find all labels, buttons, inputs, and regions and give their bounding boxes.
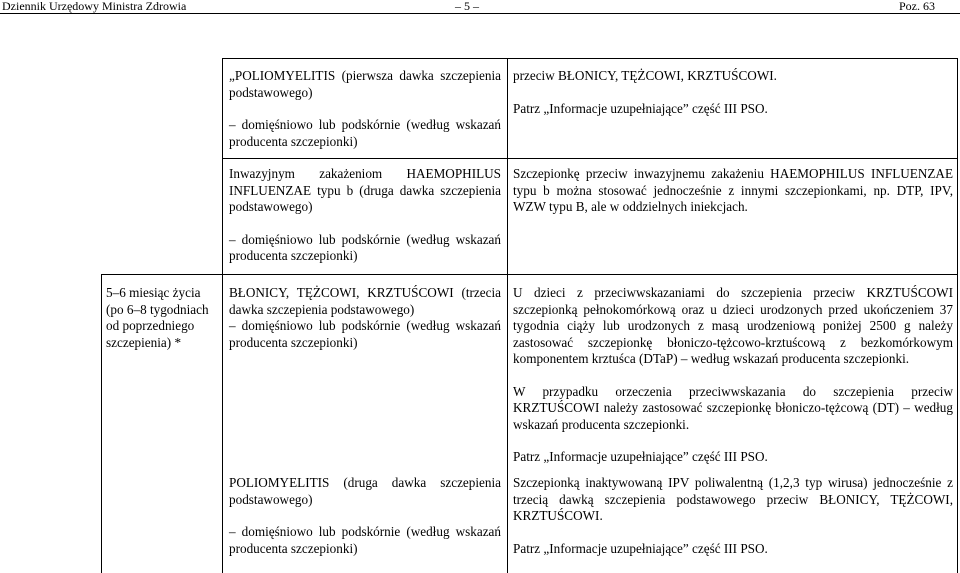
vaccine-name: BŁONICY, TĘŻCOWI, KRZTUŚCOWI (trzecia dawka szczepienia podstawowego) [229, 285, 501, 317]
age-cell-row-3 [106, 285, 216, 351]
notes-cell-row-4 [513, 475, 953, 557]
note-reference: Patrz „Informacje uzupełniające” część III PSO. [513, 449, 768, 464]
note-reference: Patrz „Informacje uzupełniające” część III PSO. [513, 100, 768, 116]
note-text: U dzieci z przeciwwskazaniami do szczepienia przeciw KRZTUŚCOWI szczepionką pełnokomórkową oraz u dzieci urodzonych przed ukończeniem 37 tygodnia ciąży lub urodzonych z masą urodzeniową poniżej 2500 g należy zastosować szczepionkę błoniczo-tężcowo-krztuścową z bezkomórkowym komponentem krztuśca (DTaP) – według wskazań producenta szczepionki. [513, 285, 953, 366]
note-text: W przypadku orzeczenia przeciwwskazania do szczepienia przeciw KRZTUŚCOWI należy zastosować szczepionkę błoniczo-tężcową (DT) – według wskazań producenta szczepionki. [513, 383, 953, 432]
page-header [0, 0, 960, 13]
vaccine-name: „POLIOMYELITIS (pierwsza dawka szczepienia podstawowego) [229, 68, 501, 100]
notes-cell-row-3 [513, 285, 953, 466]
administration-route: – domięśniowo lub podskórnie (według wskazań producenta szczepionki) [229, 524, 501, 556]
notes-column-left-border [507, 58, 508, 573]
note-text: Szczepionką inaktywowaną IPV poliwalentną (1,2,3 typ wirusa) jednocześnie z trzecią dawką szczepienia podstawowego przeciw BŁONICY, TĘŻCOWI, KRZTUŚCOWI. [513, 475, 953, 523]
note-text: Szczepionkę przeciw inwazyjnemu zakażeniu HAEMOPHILUS INFLUENZAE typu b można stosować jednocześnie z innymi szczepionkami, np. DTP, IPV, WZW typu B, ale w oddzielnych iniekcjach. [513, 166, 953, 214]
vaccine-column-left-border [222, 58, 223, 573]
vaccine-cell-row-4 [229, 475, 501, 557]
journal-title: Dziennik Urzędowy Ministra Zdrowia [2, 0, 187, 13]
vaccine-cell-row-2 [229, 166, 501, 265]
table-top-border [222, 58, 958, 59]
administration-route: – domięśniowo lub podskórnie (według wskazań producenta szczepionki) [229, 117, 501, 149]
vaccine-cell-row-1 [229, 68, 501, 150]
age-column-left-border [101, 274, 102, 573]
vaccine-cell-row-3 [229, 285, 501, 351]
vaccine-name: POLIOMYELITIS (druga dawka szczepienia podstawowego) [229, 475, 501, 507]
vaccine-name: Inwazyjnym zakażeniom HAEMOPHILUS INFLUENZAE typu b (druga dawka szczepienia podstawowego) [229, 166, 501, 214]
administration-route: – domięśniowo lub podskórnie (według wskazań producenta szczepionki) [229, 231, 501, 263]
header-rule [0, 13, 960, 14]
page-number: – 5 – [455, 0, 479, 13]
row-divider-1 [222, 158, 958, 159]
age-description: 5–6 miesiąc życia (po 6–8 tygodniach od poprzedniego szczepienia) * [106, 285, 209, 350]
administration-route: – domięśniowo lub podskórnie (według wskazań producenta szczepionki) [229, 318, 501, 350]
row-divider-2 [101, 274, 958, 275]
note-text: przeciw BŁONICY, TĘŻCOWI, KRZTUŚCOWI. [513, 68, 777, 83]
table-right-border [957, 58, 958, 573]
note-reference: Patrz „Informacje uzupełniające” część III PSO. [513, 540, 768, 556]
position-number: Poz. 63 [899, 0, 935, 13]
notes-cell-row-1 [513, 68, 953, 117]
notes-cell-row-2 [513, 166, 953, 216]
